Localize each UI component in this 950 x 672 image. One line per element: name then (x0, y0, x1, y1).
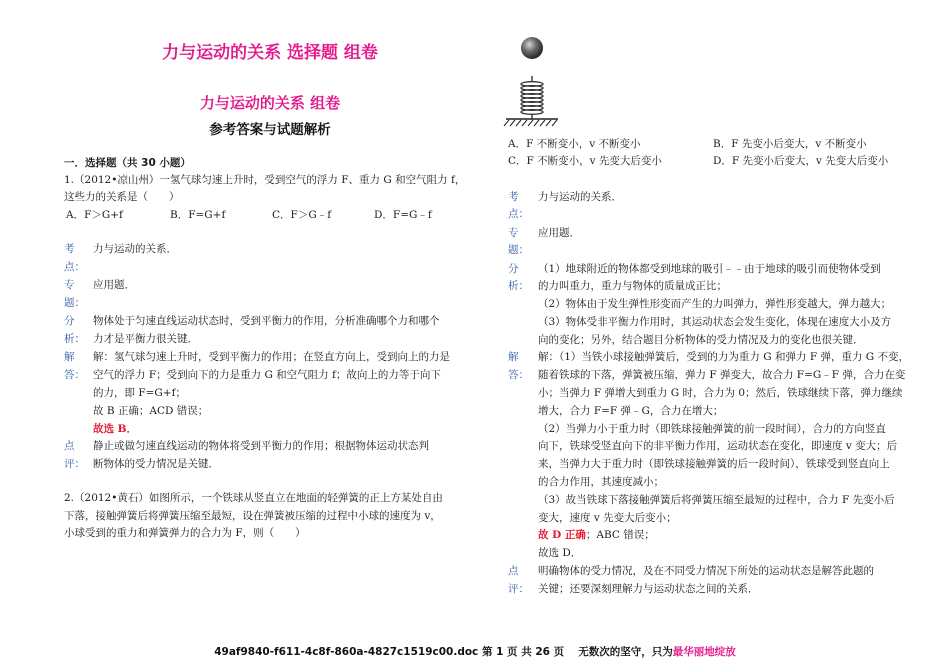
q2-answer-red: 故 D 正确 (538, 529, 586, 541)
section-heading: 一．选择题（共 30 小题） (64, 157, 191, 169)
q1-fenxi-line2: 力才是平衡力很关键． (93, 333, 198, 345)
q2-dianping-label-1: 点 (508, 565, 519, 577)
q1-kaodian-text: 力与运动的关系． (93, 243, 177, 255)
q1-jieda-line4: 故 B 正确；ACD 错误； (93, 405, 209, 417)
q1-jieda-line2: 空气的浮力 F；受到向下的力是重力 G 和空气阻力 f；故向上的力等于向下 (93, 369, 441, 381)
q1-jieda-line3: 的力，即 F=G+f； (93, 387, 186, 399)
q2-jieda-line2: 随着铁球的下落，弹簧被压缩，弹力 F 弹变大，故合力 F=G﹣F 弹，合力在变 (538, 369, 906, 381)
q2-fenxi-line4: （3）物体受非平衡力作用时，其运动状态会发生变化，体现在速度大小及方 (538, 316, 892, 328)
q2-fenxi-line3: （2）物体由于发生弹性形变而产生的力叫弹力，弹性形变越大，弹力越大； (538, 298, 892, 310)
q1-zhuanti-label-1: 专 (64, 279, 75, 291)
q2-stem-line2: 下落，接触弹簧后将弹簧压缩至最短，设在弹簧被压缩的过程中小球的速度为 v， (64, 510, 441, 522)
q2-zhuanti-label-1: 专 (508, 227, 519, 239)
q2-option-b: B．F 先变小后变大，v 不断变小 (713, 138, 867, 150)
spring-ball-figure (500, 34, 570, 130)
document-title: 力与运动的关系 选择题 组卷 (162, 43, 378, 63)
q2-jieda-line7: 来，当弹力大于重力时（即铁球接触弹簧的后一段时间），铁球受到竖直向上 (538, 458, 890, 470)
q2-jieda-label-1: 解 (508, 351, 519, 363)
q1-answer: 故选 B． (93, 423, 138, 435)
q2-option-a: A．F 不断变小，v 不断变小 (508, 138, 641, 150)
q2-jieda-line10: 变大，速度 v 先变大后变小； (538, 512, 677, 524)
q2-kaodian-text: 力与运动的关系． (538, 191, 622, 203)
q1-fenxi-label-1: 分 (64, 315, 75, 327)
q1-option-b: B．F=G+f (170, 209, 226, 221)
q1-option-c: C．F＞G﹣f (272, 209, 332, 221)
q2-answer-line (538, 527, 655, 545)
q2-fenxi-label-2: 析： (508, 280, 529, 292)
q1-kaodian-label-2: 点： (64, 261, 85, 273)
q1-kaodian-label-1: 考 (64, 243, 75, 255)
q1-jieda-label-2: 答： (64, 369, 85, 381)
q2-dianping-label-2: 评： (508, 583, 529, 595)
q2-dianping-line1: 明确物体的受力情况，及在不同受力情况下所处的运动状态是解答此题的 (538, 565, 874, 577)
footer-text: 49af9840-f611-4c8f-860a-4827c1519c00.doc 第 1 页 共 26 页 无数次的坚守，只为 (214, 646, 673, 658)
page-footer (0, 644, 950, 659)
q2-option-c: C．F 不断变小，v 先变大后变小 (508, 155, 662, 167)
q1-jieda-label-1: 解 (64, 351, 75, 363)
q2-zhuanti-text: 应用题． (538, 227, 580, 239)
q2-jieda-line5: （2）当弹力小于重力时（即铁球接触弹簧的前一段时间），合力的方向竖直 (538, 423, 886, 435)
q1-option-d: D．F=G﹣f (374, 209, 432, 221)
q1-fenxi-line1: 物体处于匀速直线运动状态时，受到平衡力的作用，分析准确哪个力和哪个 (93, 315, 440, 327)
q2-kaodian-label-1: 考 (508, 191, 519, 203)
q2-fenxi-label-1: 分 (508, 263, 519, 275)
q2-jieda-line9: （3）故当铁球下落接触弹簧后将弹簧压缩至最短的过程中，合力 F 先变小后 (538, 494, 895, 506)
spring-coil (521, 76, 543, 119)
q1-dianping-line1: 静止或做匀速直线运动的物体将受到平衡力的作用；根据物体运动状态判 (93, 440, 429, 452)
footer-highlight: 最华丽地绽放 (672, 646, 736, 658)
q1-zhuanti-label-2: 题： (64, 297, 85, 309)
q2-jieda-line6: 向下，铁球受竖直向下的非平衡力作用，运动状态在变化，即速度 v 变大；后 (538, 440, 898, 452)
q2-fenxi-line1: （1）地球附近的物体都受到地球的吸引﹣﹣由于地球的吸引而使物体受到 (538, 263, 881, 275)
q1-option-a: A．F＞G+f (66, 209, 123, 221)
q1-dianping-label-2: 评： (64, 458, 85, 470)
q2-answer-rest: ；ABC 错误； (585, 529, 655, 541)
q2-stem-line1: 2.（2012•黄石）如图所示，一个铁球从竖直立在地面的轻弹簧的正上方某处自由 (64, 492, 443, 504)
q2-jieda-line4: 增大，合力 F=F 弹﹣G，合力在增大； (538, 405, 724, 417)
q2-jieda-label-2: 答： (508, 369, 529, 381)
q1-stem-line2: 这些力的关系是（ ） (64, 191, 180, 203)
q2-fenxi-line2: 的力叫重力，重力与物体的质量成正比； (538, 280, 727, 292)
q1-dianping-line2: 断物体的受力情况是关键． (93, 458, 219, 470)
q2-stem-line3: 小球受到的重力和弹簧弹力的合力为 F，则（ ） (64, 527, 306, 539)
q2-answer-final: 故选 D． (538, 547, 582, 559)
document-subtitle: 力与运动的关系 组卷 (199, 94, 341, 112)
q1-jieda-line1: 解：氢气球匀速上升时，受到平衡力的作用；在竖直方向上，受到向上的力是 (93, 351, 450, 363)
q2-zhuanti-label-2: 题： (508, 244, 529, 256)
answer-heading: 参考答案与试题解析 (209, 122, 331, 138)
iron-ball (521, 37, 543, 59)
q2-jieda-line1: 解：（1）当铁小球接触弹簧后，受到的力为重力 G 和弹力 F 弹，重力 G 不变， (538, 351, 910, 363)
q2-fenxi-line5: 向的变化；另外，结合题目分析物体的受力情况及力的变化也很关键． (538, 334, 864, 346)
q2-jieda-line3: 小；当弹力 F 弹增大到重力 G 时，合力为 0；然后，铁球继续下落，弹力继续 (538, 387, 903, 399)
q1-dianping-label-1: 点 (64, 440, 75, 452)
q2-dianping-line2: 关键；还要深刻理解力与运动状态之间的关系． (538, 583, 759, 595)
q1-stem-line1: 1.（2012•凉山州）一氢气球匀速上升时，受到空气的浮力 F、重力 G 和空气阻力 f， (64, 174, 466, 186)
q2-option-d: D．F 先变小后变大，v 先变大后变小 (713, 155, 889, 167)
ground-hatch (504, 119, 558, 126)
q1-fenxi-label-2: 析： (64, 333, 85, 345)
q1-zhuanti-text: 应用题． (93, 279, 135, 291)
q2-jieda-line8: 的合力作用，其速度减小； (538, 476, 664, 488)
q2-kaodian-label-2: 点： (508, 208, 529, 220)
